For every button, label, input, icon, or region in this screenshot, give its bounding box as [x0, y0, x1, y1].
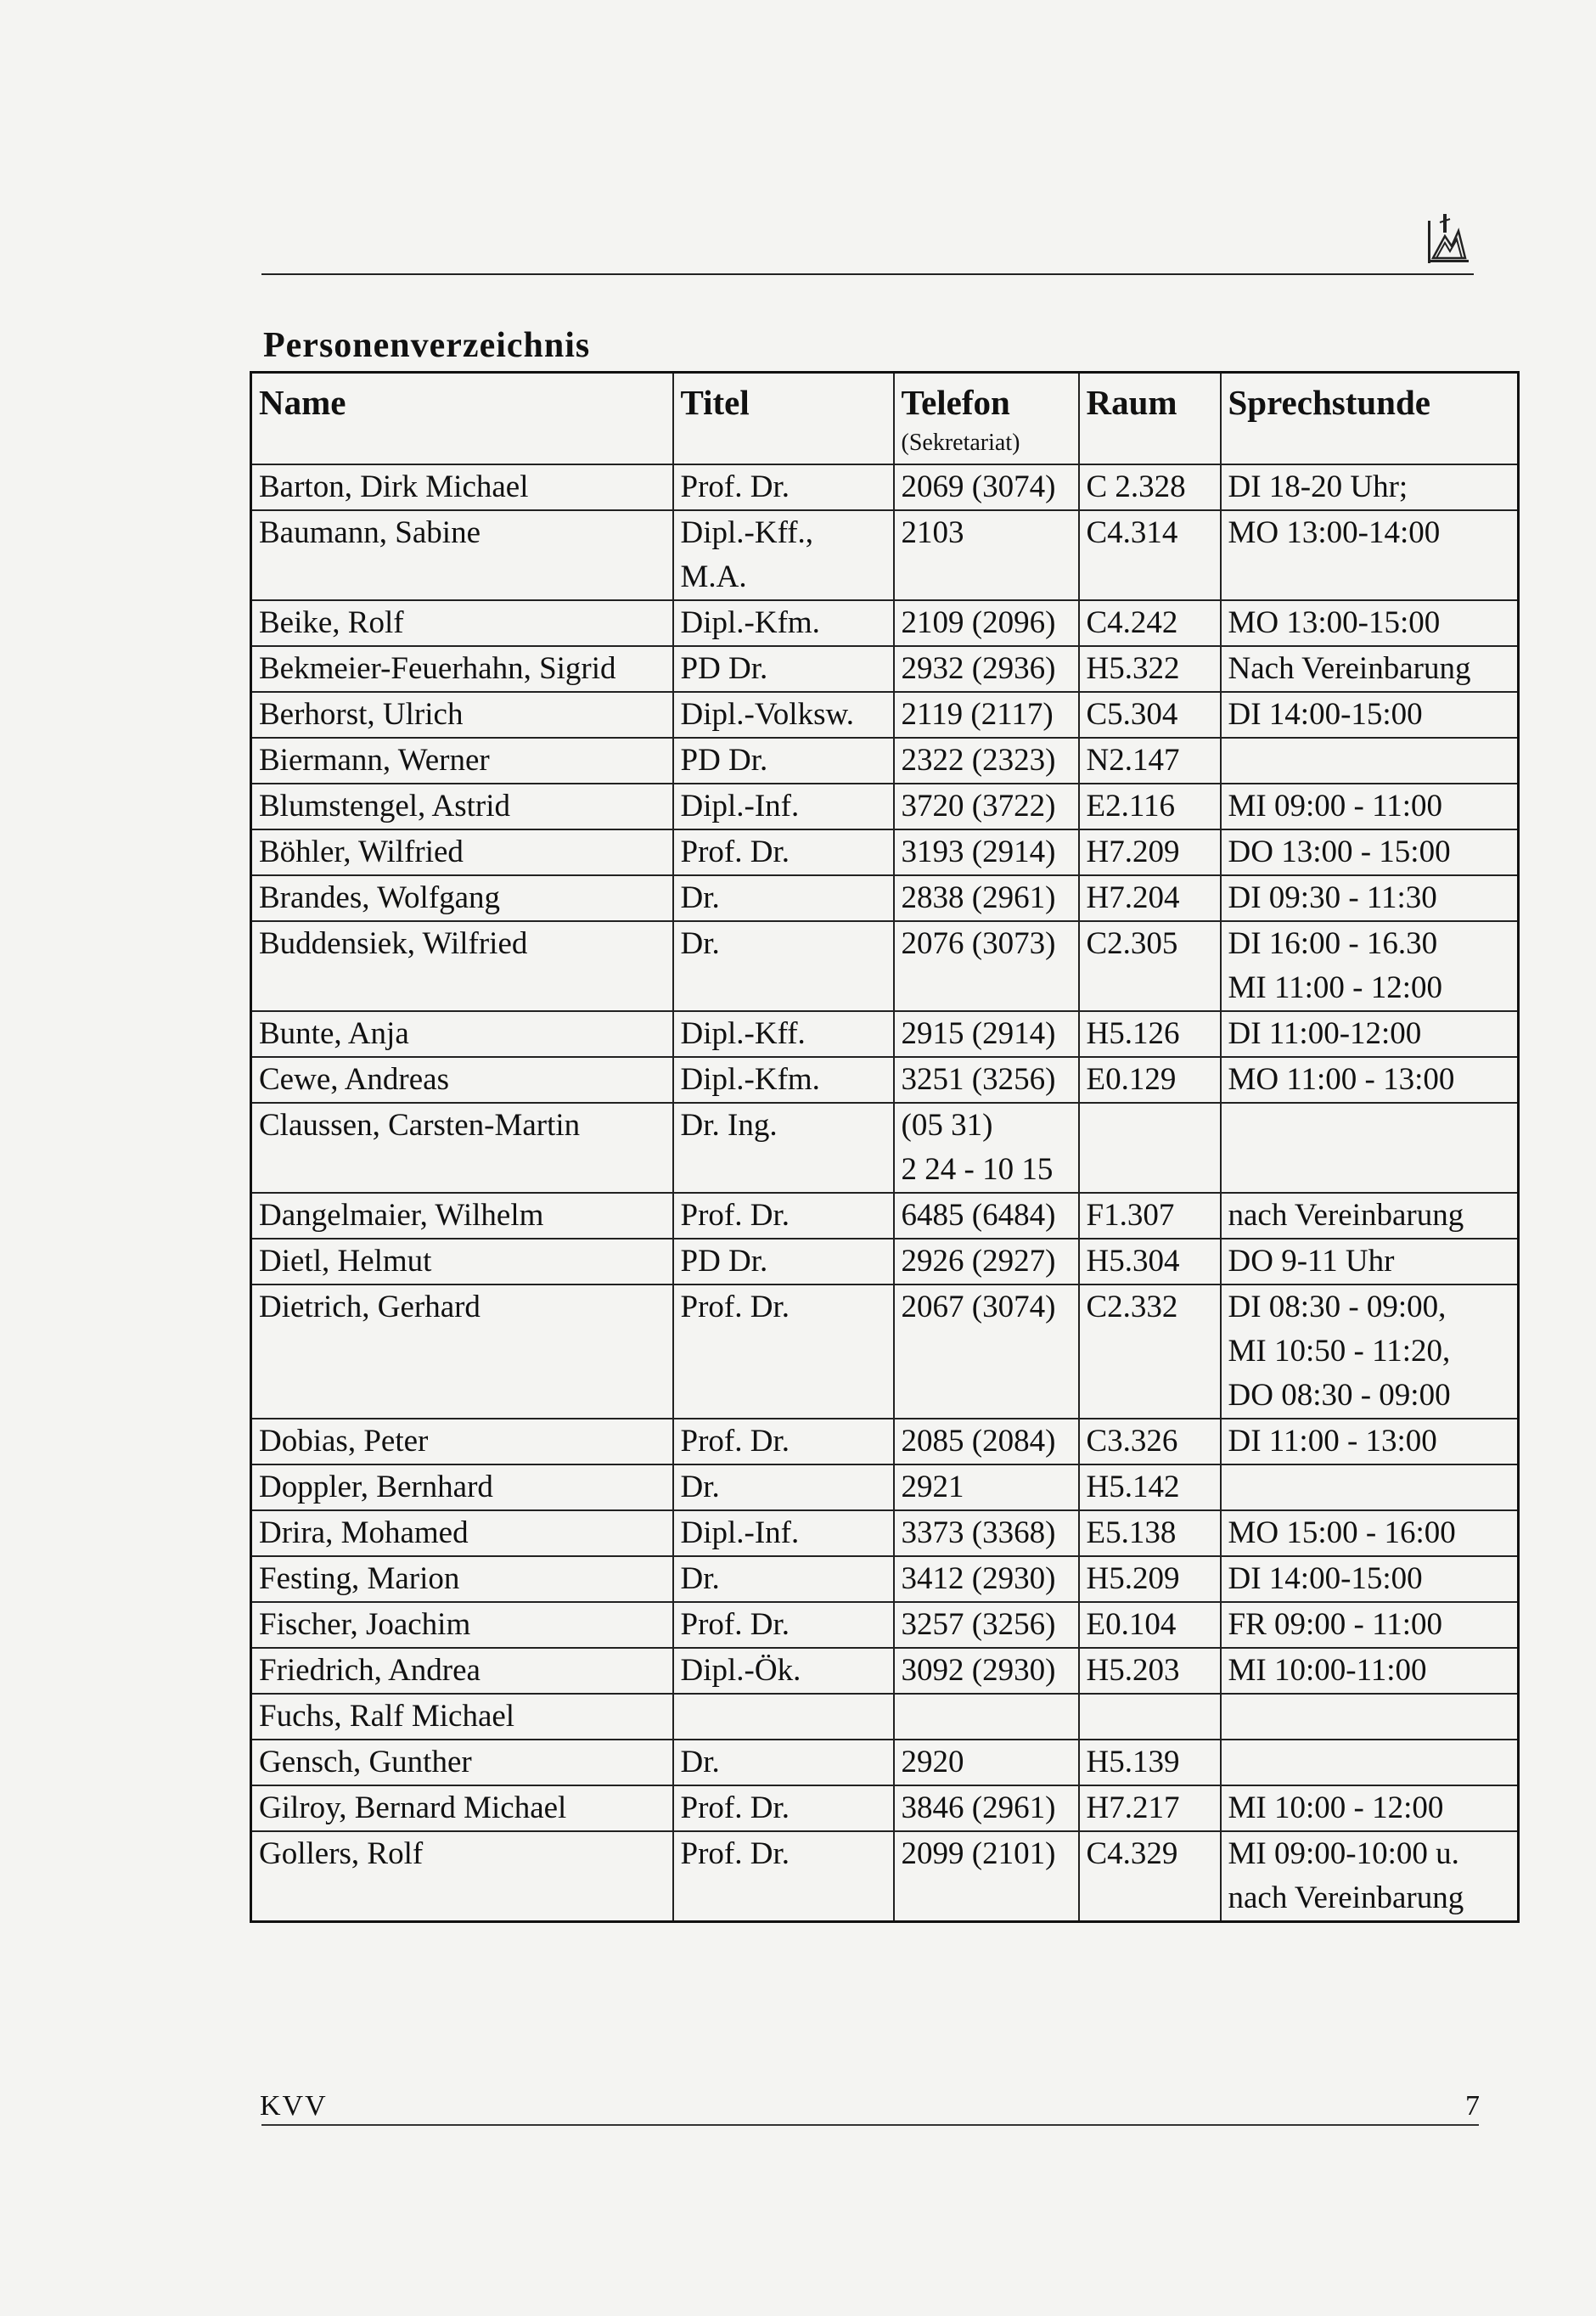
cell-titel-line: Dipl.-Kfm.: [680, 1061, 820, 1097]
cell-titel-line: Dr.: [680, 925, 720, 961]
cell-titel: [673, 600, 894, 646]
cell-raum: F1.307: [1079, 1193, 1221, 1239]
cell-name: Baumann, Sabine: [251, 510, 673, 600]
cell-titel-line: Dr.: [680, 880, 720, 915]
cell-telefon-line: 2085 (2084): [901, 1423, 1056, 1459]
cell-sprechstunde: [1221, 1556, 1519, 1602]
column-subheader-sekretariat: (Sekretariat): [901, 430, 1020, 456]
cell-sprechstunde-line: DO 13:00 - 15:00: [1228, 834, 1451, 869]
cell-telefon-line: 2 24 - 10 15: [901, 1151, 1054, 1187]
cell-name: Drira, Mohamed: [251, 1510, 673, 1556]
cell-titel-line: Dipl.-Kff.,: [680, 514, 814, 550]
cell-name: Buddensiek, Wilfried: [251, 921, 673, 1011]
cell-name: Gensch, Gunther: [251, 1740, 673, 1785]
cell-raum: [1079, 1103, 1221, 1193]
cell-sprechstunde: [1221, 1602, 1519, 1648]
cell-raum: N2.147: [1079, 738, 1221, 784]
cell-raum: C2.332: [1079, 1284, 1221, 1419]
cell-sprechstunde-line: MO 13:00-15:00: [1228, 604, 1441, 640]
cell-telefon: [894, 829, 1079, 875]
cell-raum: H7.204: [1079, 875, 1221, 921]
cell-sprechstunde: [1221, 1011, 1519, 1057]
table-row: [251, 1556, 1519, 1602]
cell-raum: H5.126: [1079, 1011, 1221, 1057]
cell-sprechstunde-line: Nach Vereinbarung: [1228, 650, 1471, 686]
cell-telefon: [894, 1103, 1079, 1193]
cell-telefon-line: 2099 (2101): [901, 1835, 1056, 1871]
cell-sprechstunde: [1221, 1510, 1519, 1556]
cell-name: Fuchs, Ralf Michael: [251, 1694, 673, 1740]
cell-telefon-line: 2921: [901, 1469, 964, 1504]
cell-raum: H5.304: [1079, 1239, 1221, 1284]
table-row: [251, 738, 1519, 784]
table-row: [251, 1740, 1519, 1785]
cell-telefon: [894, 1694, 1079, 1740]
cell-sprechstunde-line: nach Vereinbarung: [1228, 1197, 1464, 1233]
cell-telefon-line: 2915 (2914): [901, 1015, 1056, 1051]
cell-sprechstunde: [1221, 1284, 1519, 1419]
cell-sprechstunde-line: MO 11:00 - 13:00: [1228, 1061, 1455, 1097]
cell-sprechstunde: [1221, 464, 1519, 510]
cell-titel: [673, 921, 894, 1011]
table-row: [251, 600, 1519, 646]
cell-raum: H7.209: [1079, 829, 1221, 875]
cell-sprechstunde: [1221, 600, 1519, 646]
table-row: [251, 829, 1519, 875]
cell-titel: [673, 1464, 894, 1510]
cell-sprechstunde-line: DI 14:00-15:00: [1228, 696, 1423, 732]
cell-sprechstunde: [1221, 829, 1519, 875]
cell-titel-line: Prof. Dr.: [680, 1790, 790, 1825]
cell-sprechstunde-line: MO 15:00 - 16:00: [1228, 1515, 1456, 1550]
cell-sprechstunde-line: DI 09:30 - 11:30: [1228, 880, 1437, 915]
cell-sprechstunde-line: MI 11:00 - 12:00: [1228, 970, 1442, 1005]
cell-titel: [673, 1103, 894, 1193]
cell-name: Berhorst, Ulrich: [251, 692, 673, 738]
cell-telefon-line: 2322 (2323): [901, 742, 1056, 778]
cell-telefon: [894, 1239, 1079, 1284]
cell-sprechstunde: [1221, 692, 1519, 738]
footer-left-label: KVV: [260, 2090, 328, 2122]
cell-titel: [673, 1694, 894, 1740]
cell-sprechstunde: [1221, 1464, 1519, 1510]
cell-titel: [673, 1602, 894, 1648]
cell-sprechstunde-line: DI 11:00 - 13:00: [1228, 1423, 1437, 1459]
cell-telefon-line: 2932 (2936): [901, 650, 1056, 686]
cell-raum: E0.104: [1079, 1602, 1221, 1648]
cell-sprechstunde-line: DI 16:00 - 16.30: [1228, 925, 1438, 961]
cell-titel: [673, 1831, 894, 1922]
column-header-titel: Titel: [673, 373, 894, 464]
table-row: [251, 1785, 1519, 1831]
cell-telefon: [894, 464, 1079, 510]
cell-titel: [673, 1510, 894, 1556]
cell-sprechstunde-line: MI 09:00-10:00 u.: [1228, 1835, 1459, 1871]
cell-name: Biermann, Werner: [251, 738, 673, 784]
cell-titel-line: Dr.: [680, 1560, 720, 1596]
page-number: 7: [1465, 2090, 1480, 2122]
cell-telefon-line: 2069 (3074): [901, 469, 1056, 504]
cell-sprechstunde: [1221, 510, 1519, 600]
cell-name: Gollers, Rolf: [251, 1831, 673, 1922]
cell-name: Beike, Rolf: [251, 600, 673, 646]
cell-titel-line: Prof. Dr.: [680, 1606, 790, 1642]
cell-sprechstunde-line: nach Vereinbarung: [1228, 1880, 1464, 1915]
cell-telefon: [894, 1057, 1079, 1103]
cell-sprechstunde: [1221, 1694, 1519, 1740]
column-header-telefon: Telefon (Sekretariat): [894, 373, 1079, 464]
cell-name: Friedrich, Andrea: [251, 1648, 673, 1694]
cell-raum: H7.217: [1079, 1785, 1221, 1831]
cell-telefon: [894, 1785, 1079, 1831]
cell-titel-line: Dipl.-Inf.: [680, 788, 800, 824]
cell-titel-line: Dipl.-Kff.: [680, 1015, 806, 1051]
cell-sprechstunde-line: MI 09:00 - 11:00: [1228, 788, 1442, 824]
cell-titel: [673, 1239, 894, 1284]
table-row: [251, 875, 1519, 921]
cell-titel: [673, 829, 894, 875]
cell-telefon: [894, 921, 1079, 1011]
cell-name: Claussen, Carsten-Martin: [251, 1103, 673, 1193]
cell-telefon: [894, 875, 1079, 921]
column-header-sprechstunde: Sprechstunde: [1221, 373, 1519, 464]
cell-sprechstunde-line: MI 10:00 - 12:00: [1228, 1790, 1444, 1825]
cell-titel: [673, 1740, 894, 1785]
table-row: [251, 921, 1519, 1011]
table-row: [251, 510, 1519, 600]
cell-sprechstunde-line: MO 13:00-14:00: [1228, 514, 1441, 550]
cell-telefon-line: 2076 (3073): [901, 925, 1056, 961]
cell-name: Fischer, Joachim: [251, 1602, 673, 1648]
cell-raum: H5.322: [1079, 646, 1221, 692]
cell-titel: [673, 510, 894, 600]
cell-titel: [673, 1556, 894, 1602]
table-row: [251, 1648, 1519, 1694]
cell-telefon-line: (05 31): [901, 1107, 993, 1143]
page-title: Personenverzeichnis: [263, 326, 591, 365]
cell-telefon: [894, 1510, 1079, 1556]
cell-titel-line: Prof. Dr.: [680, 469, 790, 504]
table-row: [251, 1011, 1519, 1057]
cell-titel: [673, 1011, 894, 1057]
cell-titel-line: PD Dr.: [680, 1243, 768, 1279]
cell-name: Cewe, Andreas: [251, 1057, 673, 1103]
cell-telefon: [894, 600, 1079, 646]
cell-raum: C4.314: [1079, 510, 1221, 600]
table-row: [251, 464, 1519, 510]
cell-sprechstunde: [1221, 1239, 1519, 1284]
cell-telefon: [894, 1419, 1079, 1464]
cell-sprechstunde-line: DO 9-11 Uhr: [1228, 1243, 1395, 1279]
cell-raum: C4.329: [1079, 1831, 1221, 1922]
cell-telefon-line: 3373 (3368): [901, 1515, 1056, 1550]
cell-raum: C2.305: [1079, 921, 1221, 1011]
cell-raum: [1079, 1694, 1221, 1740]
cell-sprechstunde: [1221, 1419, 1519, 1464]
cell-titel-line: Dr.: [680, 1744, 720, 1779]
cell-titel-line: Dr. Ing.: [680, 1107, 778, 1143]
cell-sprechstunde-line: FR 09:00 - 11:00: [1228, 1606, 1443, 1642]
cell-sprechstunde-line: DI 08:30 - 09:00,: [1228, 1289, 1447, 1324]
cell-raum: E2.116: [1079, 784, 1221, 829]
cell-raum: H5.139: [1079, 1740, 1221, 1785]
cell-sprechstunde-line: DI 18-20 Uhr;: [1228, 469, 1408, 504]
cell-telefon-line: 2103: [901, 514, 964, 550]
cell-raum: C5.304: [1079, 692, 1221, 738]
table-row: [251, 784, 1519, 829]
cell-sprechstunde-line: MI 10:00-11:00: [1228, 1652, 1427, 1688]
cell-titel-line: Dipl.-Ök.: [680, 1652, 801, 1688]
cell-titel: [673, 738, 894, 784]
cell-sprechstunde: [1221, 1103, 1519, 1193]
cell-raum: H5.203: [1079, 1648, 1221, 1694]
cell-raum: H5.142: [1079, 1464, 1221, 1510]
cell-raum: C 2.328: [1079, 464, 1221, 510]
cell-telefon: [894, 646, 1079, 692]
footer-rule: [261, 2124, 1479, 2126]
cell-titel: [673, 1648, 894, 1694]
cell-sprechstunde: [1221, 1785, 1519, 1831]
cell-telefon: [894, 1193, 1079, 1239]
cell-telefon: [894, 1740, 1079, 1785]
cell-titel-line: Dipl.-Inf.: [680, 1515, 800, 1550]
table-row: [251, 692, 1519, 738]
cell-sprechstunde-line: DI 11:00-12:00: [1228, 1015, 1422, 1051]
cell-titel-line: PD Dr.: [680, 742, 768, 778]
header-rule: [261, 273, 1474, 275]
cell-sprechstunde: [1221, 738, 1519, 784]
cell-telefon: [894, 784, 1079, 829]
cell-name: Festing, Marion: [251, 1556, 673, 1602]
cell-name: Böhler, Wilfried: [251, 829, 673, 875]
cell-name: Bunte, Anja: [251, 1011, 673, 1057]
cell-telefon-line: 3412 (2930): [901, 1560, 1056, 1596]
table-row: [251, 1510, 1519, 1556]
cell-telefon: [894, 1284, 1079, 1419]
cell-name: Doppler, Bernhard: [251, 1464, 673, 1510]
cell-telefon-line: 2067 (3074): [901, 1289, 1056, 1324]
column-header-name: Name: [251, 373, 673, 464]
cell-sprechstunde: [1221, 646, 1519, 692]
cell-telefon-line: 3251 (3256): [901, 1061, 1056, 1097]
table-row: [251, 646, 1519, 692]
cell-sprechstunde: [1221, 1831, 1519, 1922]
cell-name: Brandes, Wolfgang: [251, 875, 673, 921]
cell-name: Dangelmaier, Wilhelm: [251, 1193, 673, 1239]
cell-name: Barton, Dirk Michael: [251, 464, 673, 510]
cell-telefon-line: 3092 (2930): [901, 1652, 1056, 1688]
cell-titel: [673, 646, 894, 692]
cell-telefon: [894, 1464, 1079, 1510]
cell-sprechstunde-line: MI 10:50 - 11:20,: [1228, 1333, 1451, 1369]
cell-titel: [673, 1193, 894, 1239]
cell-telefon: [894, 1648, 1079, 1694]
table-row: [251, 1464, 1519, 1510]
cell-sprechstunde: [1221, 921, 1519, 1011]
cell-name: Dietrich, Gerhard: [251, 1284, 673, 1419]
cell-raum: C4.242: [1079, 600, 1221, 646]
table-row: [251, 1694, 1519, 1740]
cell-telefon-line: 2119 (2117): [901, 696, 1054, 732]
cell-titel: [673, 875, 894, 921]
cell-sprechstunde-line: DO 08:30 - 09:00: [1228, 1377, 1451, 1413]
cell-titel: [673, 1284, 894, 1419]
cell-telefon: [894, 1556, 1079, 1602]
cell-telefon: [894, 1602, 1079, 1648]
cell-titel-line: M.A.: [680, 559, 747, 594]
table-row: [251, 1239, 1519, 1284]
cell-sprechstunde: [1221, 1057, 1519, 1103]
table-row: [251, 1193, 1519, 1239]
cell-telefon-line: 3720 (3722): [901, 788, 1056, 824]
table-header-row: [251, 373, 1519, 464]
cell-raum: C3.326: [1079, 1419, 1221, 1464]
cell-titel: [673, 1419, 894, 1464]
cell-titel-line: Prof. Dr.: [680, 1289, 790, 1324]
cell-name: Gilroy, Bernard Michael: [251, 1785, 673, 1831]
table-row: [251, 1831, 1519, 1922]
cell-titel-line: Prof. Dr.: [680, 1423, 790, 1459]
cell-telefon: [894, 738, 1079, 784]
cell-telefon-line: 2109 (2096): [901, 604, 1056, 640]
cell-telefon: [894, 1831, 1079, 1922]
cell-name: Blumstengel, Astrid: [251, 784, 673, 829]
column-header-raum: Raum: [1079, 373, 1221, 464]
table-row: [251, 1057, 1519, 1103]
cell-sprechstunde: [1221, 1648, 1519, 1694]
cell-sprechstunde: [1221, 875, 1519, 921]
cell-name: Dobias, Peter: [251, 1419, 673, 1464]
cell-name: Dietl, Helmut: [251, 1239, 673, 1284]
cell-raum: E0.129: [1079, 1057, 1221, 1103]
cell-titel-line: Dr.: [680, 1469, 720, 1504]
cell-titel-line: Dipl.-Volksw.: [680, 696, 855, 732]
cell-sprechstunde: [1221, 1193, 1519, 1239]
cell-raum: E5.138: [1079, 1510, 1221, 1556]
cell-telefon-line: 2838 (2961): [901, 880, 1056, 915]
table-row: [251, 1602, 1519, 1648]
cell-telefon-line: 6485 (6484): [901, 1197, 1056, 1233]
cell-sprechstunde: [1221, 1740, 1519, 1785]
cell-sprechstunde: [1221, 784, 1519, 829]
cell-telefon: [894, 1011, 1079, 1057]
cell-telefon-line: 2920: [901, 1744, 964, 1779]
table-row: [251, 1284, 1519, 1419]
cell-telefon-line: 3846 (2961): [901, 1790, 1056, 1825]
cell-titel-line: Prof. Dr.: [680, 834, 790, 869]
cell-titel: [673, 1057, 894, 1103]
cell-titel-line: Prof. Dr.: [680, 1835, 790, 1871]
cell-telefon-line: 3193 (2914): [901, 834, 1056, 869]
cell-titel: [673, 1785, 894, 1831]
cell-name: Bekmeier-Feuerhahn, Sigrid: [251, 646, 673, 692]
table-row: [251, 1103, 1519, 1193]
table-row: [251, 1419, 1519, 1464]
cell-titel: [673, 464, 894, 510]
cell-titel: [673, 784, 894, 829]
person-directory-table: [250, 371, 1520, 1923]
cell-titel: [673, 692, 894, 738]
cell-telefon-line: 3257 (3256): [901, 1606, 1056, 1642]
cell-sprechstunde-line: DI 14:00-15:00: [1228, 1560, 1423, 1596]
cell-titel-line: Dipl.-Kfm.: [680, 604, 820, 640]
cell-telefon-line: 2926 (2927): [901, 1243, 1056, 1279]
cell-titel-line: PD Dr.: [680, 650, 768, 686]
institution-logo-icon: [1426, 211, 1470, 265]
cell-telefon: [894, 692, 1079, 738]
cell-titel-line: Prof. Dr.: [680, 1197, 790, 1233]
cell-telefon: [894, 510, 1079, 600]
cell-raum: H5.209: [1079, 1556, 1221, 1602]
